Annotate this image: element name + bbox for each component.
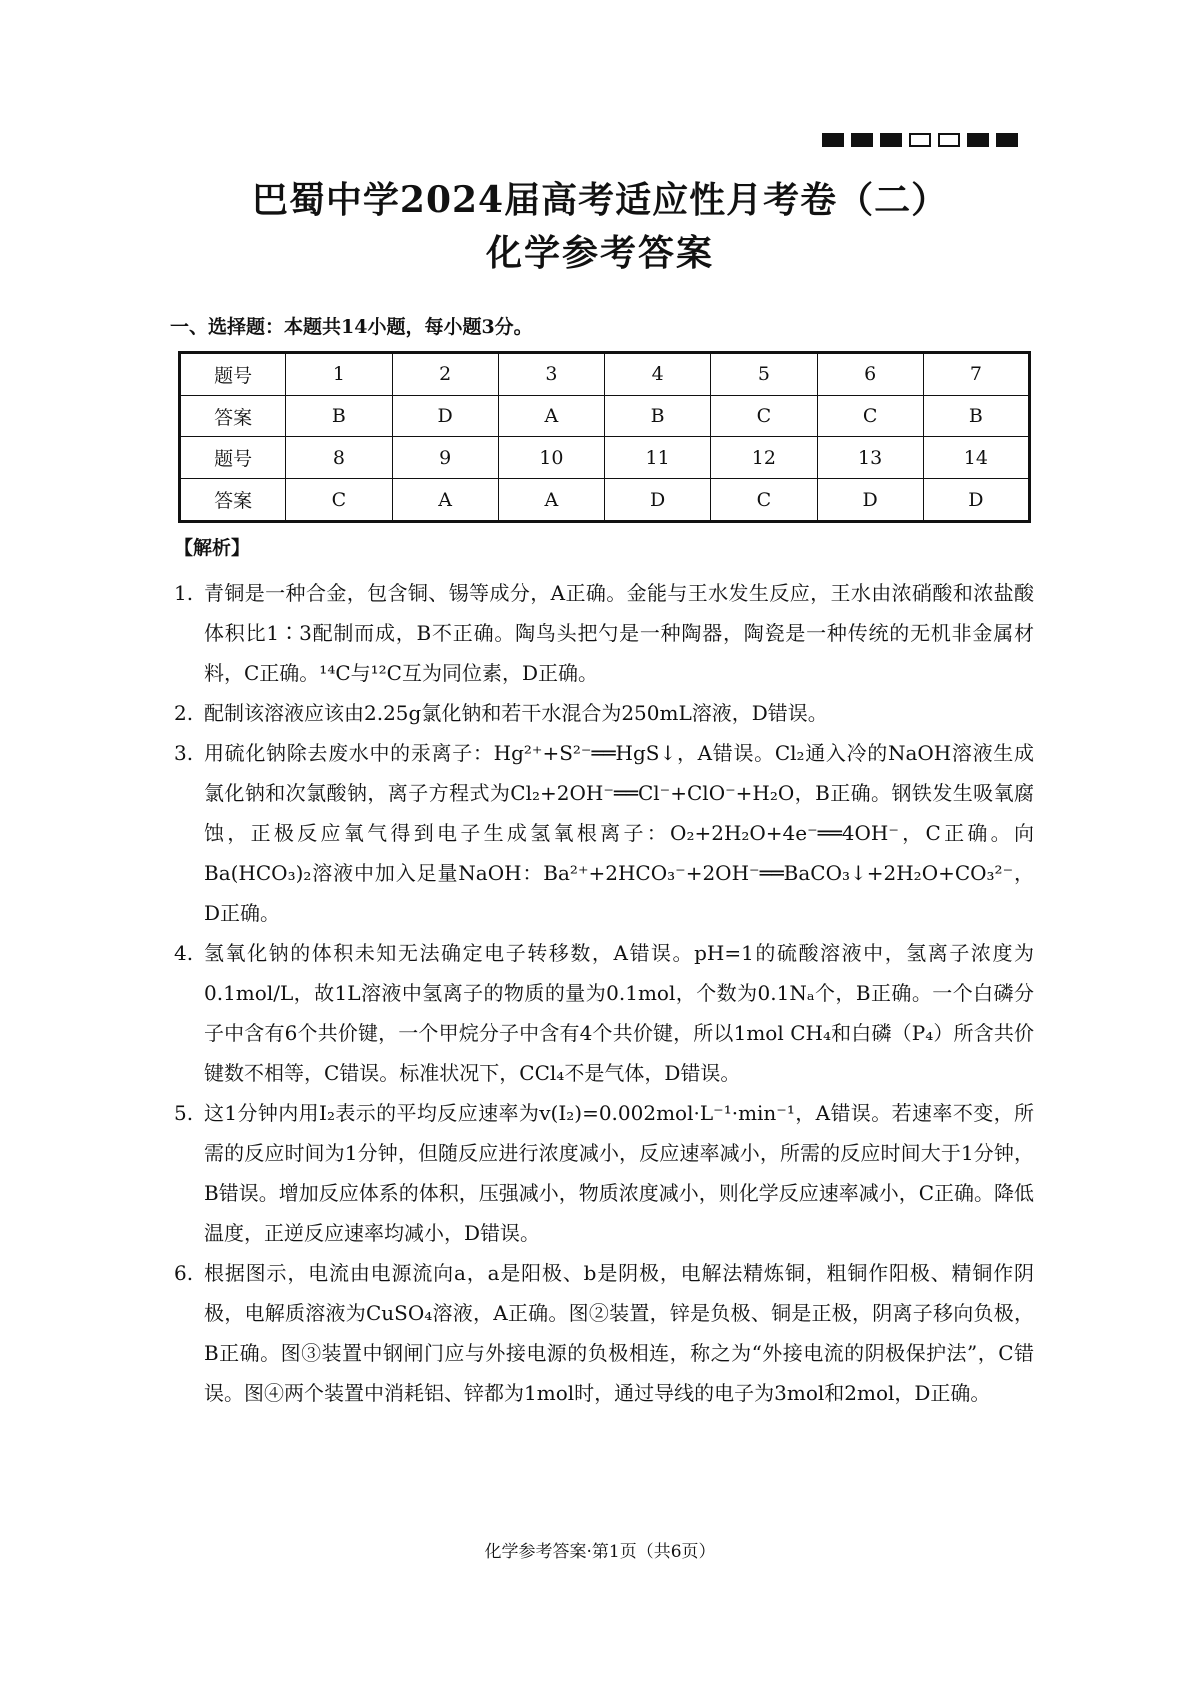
analysis-item	[174, 733, 1034, 933]
table-cell: C	[711, 479, 817, 522]
analysis-item-number: 2.	[174, 701, 194, 725]
analysis-item-number: 3.	[174, 741, 194, 765]
table-cell: 2	[392, 353, 498, 396]
table-cell: 14	[923, 437, 1029, 479]
table-cell: B	[286, 395, 392, 437]
table-cell: D	[605, 479, 711, 522]
table-row-header: 答案	[180, 479, 286, 522]
page-footer: 化学参考答案·第1页（共6页）	[484, 1542, 716, 1562]
header-mark-empty	[938, 133, 960, 147]
table-row-header: 题号	[180, 437, 286, 479]
table-cell: 6	[817, 353, 923, 396]
table-row	[180, 395, 1030, 437]
table-row	[180, 479, 1030, 522]
analysis-item	[174, 1253, 1034, 1413]
table-row	[180, 353, 1030, 396]
answer-table	[178, 351, 1031, 523]
table-cell: C	[286, 479, 392, 522]
header-mark-filled	[880, 133, 902, 147]
analysis-item-number: 4.	[174, 941, 194, 965]
header-mark-filled	[822, 133, 844, 147]
table-cell: D	[817, 479, 923, 522]
table-cell: A	[498, 395, 604, 437]
analysis-item-number: 5.	[174, 1101, 194, 1125]
analysis-item	[174, 933, 1034, 1093]
table-cell: A	[392, 479, 498, 522]
table-cell: 5	[711, 353, 817, 396]
analysis-item-text: 青铜是一种合金，包含铜、锡等成分，A正确。金能与王水发生反应，王水由浓硝酸和浓盐酸体积比1∶3配制而成，B不正确。陶鸟头把勺是一种陶器，陶瓷是一种传统的无机非金属材料，C正确。¹⁴C与¹²C互为同位素，D正确。	[204, 581, 1034, 685]
table-cell: 13	[817, 437, 923, 479]
header-mark-filled	[851, 133, 873, 147]
table-cell: C	[711, 395, 817, 437]
header-marks	[822, 133, 1018, 147]
table-cell: A	[498, 479, 604, 522]
page-subtitle: 化学参考答案	[485, 232, 714, 274]
analysis-item	[174, 693, 1034, 733]
analysis-item-number: 6.	[174, 1261, 194, 1285]
analysis-item-text: 用硫化钠除去废水中的汞离子：Hg²⁺+S²⁻══HgS↓，A错误。Cl₂通入冷的NaOH溶液生成氯化钠和次氯酸钠，离子方程式为Cl₂+2OH⁻══Cl⁻+ClO⁻+H₂O，B正确。钢铁发生吸氧腐蚀，正极反应氧气得到电子生成氢氧根离子：O₂+2H₂O+4e⁻══4OH⁻，C正确。向Ba(HCO₃)₂溶液中加入足量NaOH：Ba²⁺+2HCO₃⁻+2OH⁻══BaCO₃↓+2H₂O+CO₃²⁻，D正确。	[204, 741, 1034, 925]
analysis-heading: 【解析】	[174, 537, 251, 559]
table-cell: 10	[498, 437, 604, 479]
analysis-item	[174, 573, 1034, 693]
table-cell: B	[923, 395, 1029, 437]
section-heading: 一、选择题：本题共14小题，每小题3分。	[170, 316, 533, 338]
table-cell: D	[923, 479, 1029, 522]
table-cell: 7	[923, 353, 1029, 396]
table-cell: 8	[286, 437, 392, 479]
table-cell: 11	[605, 437, 711, 479]
analysis-body	[174, 573, 1034, 1413]
table-row	[180, 437, 1030, 479]
analysis-item	[174, 1093, 1034, 1253]
table-cell: 1	[286, 353, 392, 396]
table-row-header: 答案	[180, 395, 286, 437]
table-row-header: 题号	[180, 353, 286, 396]
table-cell: 9	[392, 437, 498, 479]
header-mark-filled	[996, 133, 1018, 147]
analysis-item-text: 配制该溶液应该由2.25g氯化钠和若干水混合为250mL溶液，D错误。	[204, 701, 828, 725]
header-mark-filled	[967, 133, 989, 147]
analysis-item-text: 氢氧化钠的体积未知无法确定电子转移数，A错误。pH=1的硫酸溶液中，氢离子浓度为0.1mol/L，故1L溶液中氢离子的物质的量为0.1mol，个数为0.1Nₐ个，B正确。一个白磷分子中含有6个共价键，一个甲烷分子中含有4个共价键，所以1mol CH₄和白磷（P₄）所含共价键数不相等，C错误。标准状况下，CCl₄不是气体，D错误。	[204, 941, 1034, 1085]
page-title: 巴蜀中学2024届高考适应性月考卷（二）	[251, 179, 949, 221]
table-cell: 3	[498, 353, 604, 396]
table-cell: B	[605, 395, 711, 437]
table-cell: D	[392, 395, 498, 437]
analysis-item-number: 1.	[174, 581, 194, 605]
header-mark-empty	[909, 133, 931, 147]
analysis-item-text: 根据图示，电流由电源流向a，a是阳极、b是阴极，电解法精炼铜，粗铜作阳极、精铜作阴极，电解质溶液为CuSO₄溶液，A正确。图②装置，锌是负极、铜是正极，阴离子移向负极，B正确。图③装置中钢闸门应与外接电源的负极相连，称之为“外接电流的阴极保护法”，C错误。图④两个装置中消耗铝、锌都为1mol时，通过导线的电子为3mol和2mol，D正确。	[204, 1261, 1034, 1405]
table-cell: C	[817, 395, 923, 437]
table-cell: 12	[711, 437, 817, 479]
analysis-item-text: 这1分钟内用I₂表示的平均反应速率为v(I₂)=0.002mol·L⁻¹·min⁻¹，A错误。若速率不变，所需的反应时间为1分钟，但随反应进行浓度减小，反应速率减小，所需的反应时间大于1分钟，B错误。增加反应体系的体积，压强减小，物质浓度减小，则化学反应速率减小，C正确。降低温度，正逆反应速率均减小，D错误。	[204, 1101, 1034, 1245]
table-cell: 4	[605, 353, 711, 396]
